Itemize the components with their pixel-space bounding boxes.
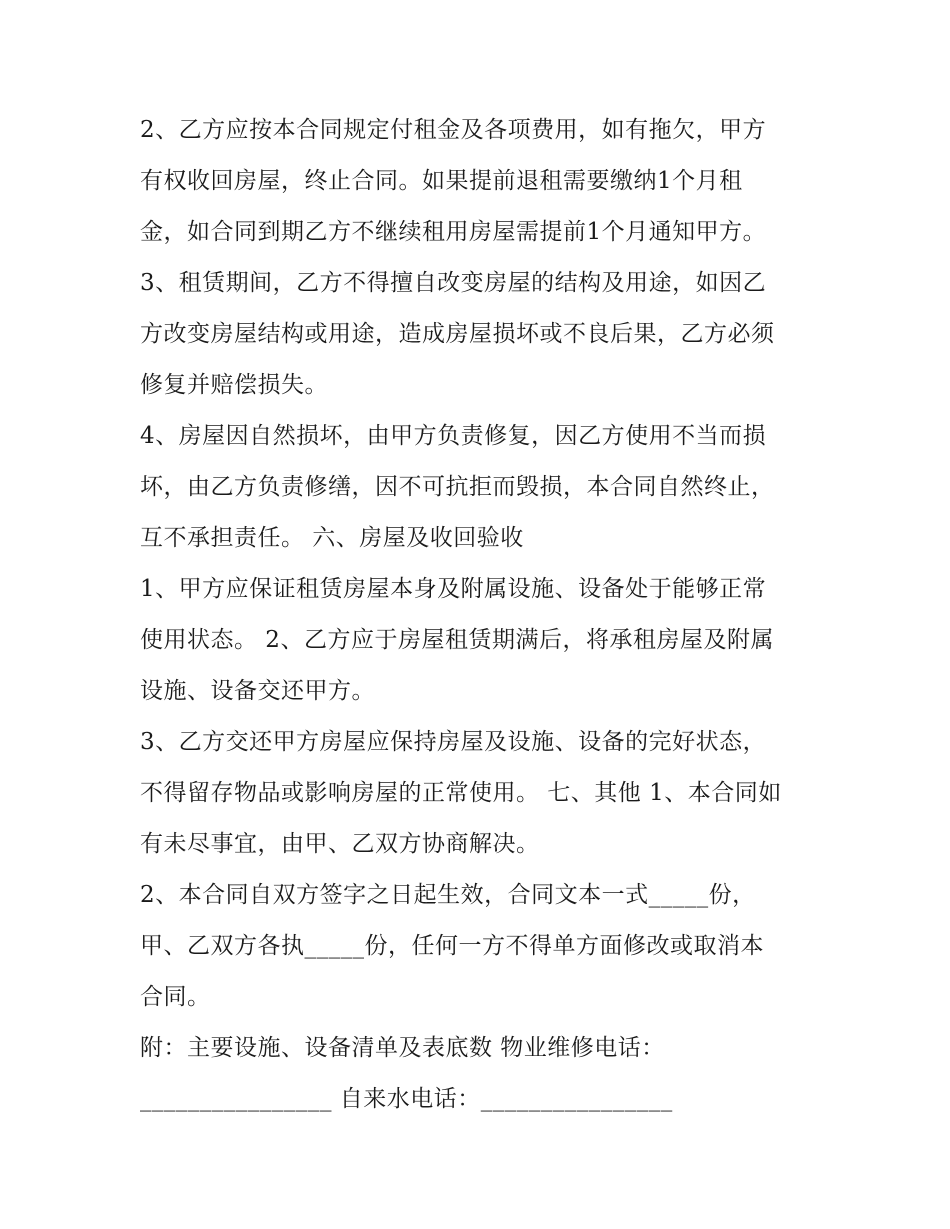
text-line: 不得留存物品或影响房屋的正常使用。 七、其他 1、本合同如 xyxy=(140,780,782,806)
text-line: 使用状态。 2、乙方应于房屋租赁期满后，将承租房屋及附属 xyxy=(140,627,774,653)
document-body xyxy=(140,105,820,1125)
text-line: 附：主要设施、设备清单及表底数 物业维修电话： xyxy=(140,1035,665,1061)
text-line: 设施、设备交还甲方。 xyxy=(140,678,375,704)
text-line: 3、租赁期间，乙方不得擅自改变房屋的结构及用途，如因乙 xyxy=(140,270,767,296)
text-line: ________________ 自来水电话：________________ xyxy=(140,1086,673,1112)
text-line: 坏，由乙方负责修缮，因不可抗拒而毁损，本合同自然终止， xyxy=(140,474,775,500)
text-line: 甲、乙双方各执_____份，任何一方不得单方面修改或取消本 xyxy=(140,933,764,959)
text-line: 3、乙方交还甲方房屋应保持房屋及设施、设备的完好状态， xyxy=(140,729,767,755)
text-line: 有权收回房屋，终止合同。如果提前退租需要缴纳1个月租 xyxy=(140,168,743,194)
text-line: 1、甲方应保证租赁房屋本身及附属设施、设备处于能够正常 xyxy=(140,576,767,602)
text-line: 方改变房屋结构或用途，造成房屋损坏或不良后果，乙方必须 xyxy=(140,321,775,347)
text-line: 有未尽事宜，由甲、乙双方协商解决。 xyxy=(140,831,540,857)
text-line: 4、房屋因自然损坏，由甲方负责修复，因乙方使用不当而损 xyxy=(140,423,767,449)
text-line: 2、本合同自双方签字之日起生效，合同文本一式_____份， xyxy=(140,882,756,908)
text-line: 合同。 xyxy=(140,984,211,1010)
text-line: 修复并赔偿损失。 xyxy=(140,372,328,398)
text-line: 2、乙方应按本合同规定付租金及各项费用，如有拖欠，甲方 xyxy=(140,117,767,143)
text-line: 互不承担责任。 六、房屋及收回验收 xyxy=(140,525,524,551)
text-line: 金，如合同到期乙方不继续租用房屋需提前1个月通知甲方。 xyxy=(140,219,767,245)
